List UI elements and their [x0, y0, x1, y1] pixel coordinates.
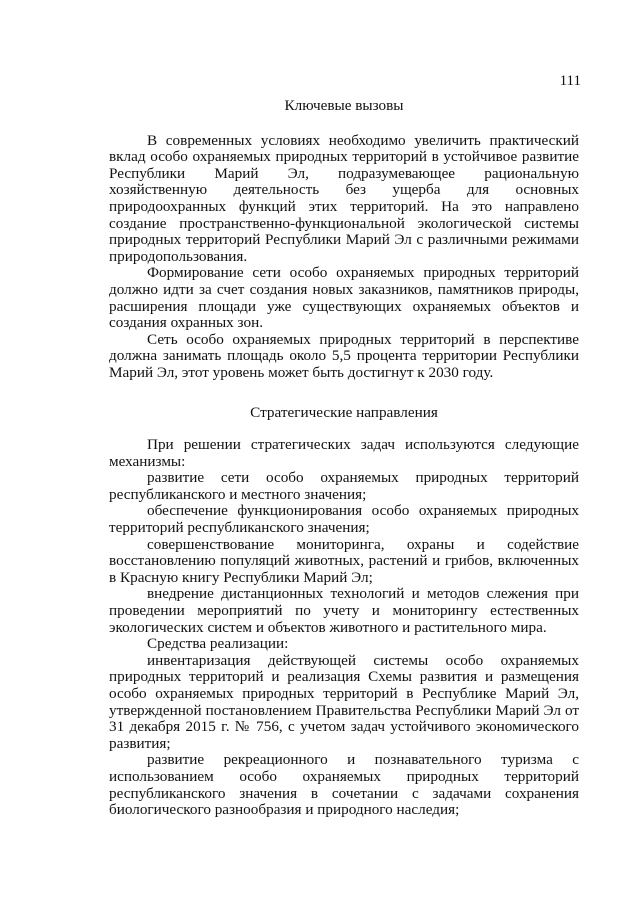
subheading-means-of-implementation: Средства реализации:: [147, 635, 289, 653]
list-item: совершенствование мониторинга, охраны и содействие восстановлению популяций животных, растений и грибов, включенных в Красную книгу Республики Марий Эл;: [109, 535, 579, 586]
list-item: инвентаризация действующей системы особо охраняемых природных территорий и реализация Схемы развития и размещения особо охраняемых природных территорий в Республике Марий Эл, утвержденной постановлением Правительства Республики Марий Эл от 31 декабря 2015 г. № 756, с учетом задач устойчивого экономического развития;: [109, 651, 579, 752]
document-body: [109, 98, 579, 819]
paragraph: При решении стратегических задач используются следующие механизмы:: [109, 436, 579, 470]
list-item: развитие сети особо охраняемых природных территорий республиканского и местного значения;: [109, 469, 579, 503]
list-item: внедрение дистанционных технологий и методов слежения при проведении мероприятий по учету и мониторингу естественных экологических систем и объектов животного и растительного мира.: [109, 585, 579, 636]
paragraph: Сеть особо охраняемых природных территорий в перспективе должна занимать площадь около 5,5 процента территории Республики Марий Эл, этот уровень может быть достигнут к 2030 году.: [109, 330, 579, 381]
section-title-strategic-directions: Стратегические направления: [250, 403, 438, 421]
list-item: развитие рекреационного и познавательного туризма с использованием особо охраняемых природных территорий республиканского значения в сочетании с задачами сохранения биологического разнообразия и природного наследия;: [109, 751, 579, 819]
section-title-key-challenges: Ключевые вызовы: [284, 97, 404, 114]
list-item: обеспечение функционирования особо охраняемых природных территорий республиканского значения;: [109, 502, 579, 537]
page-number: 111: [559, 73, 581, 89]
paragraph: В современных условиях необходимо увеличить практический вклад особо охраняемых природных территорий в устойчивое развитие Республики Марий Эл, подразумевающее рациональную хозяйственную деятельность без ущерба для основных природоохранных функций этих территорий. На это направлено создание пространственно-функциональной экологической системы природных территорий Республики Марий Эл с различными режимами природопользования.: [109, 131, 579, 265]
paragraph: Формирование сети особо охраняемых природных территорий должно идти за счет создания новых заказников, памятников природы, расширения площади уже существующих охраняемых объектов и создания охранных зон.: [109, 264, 579, 332]
